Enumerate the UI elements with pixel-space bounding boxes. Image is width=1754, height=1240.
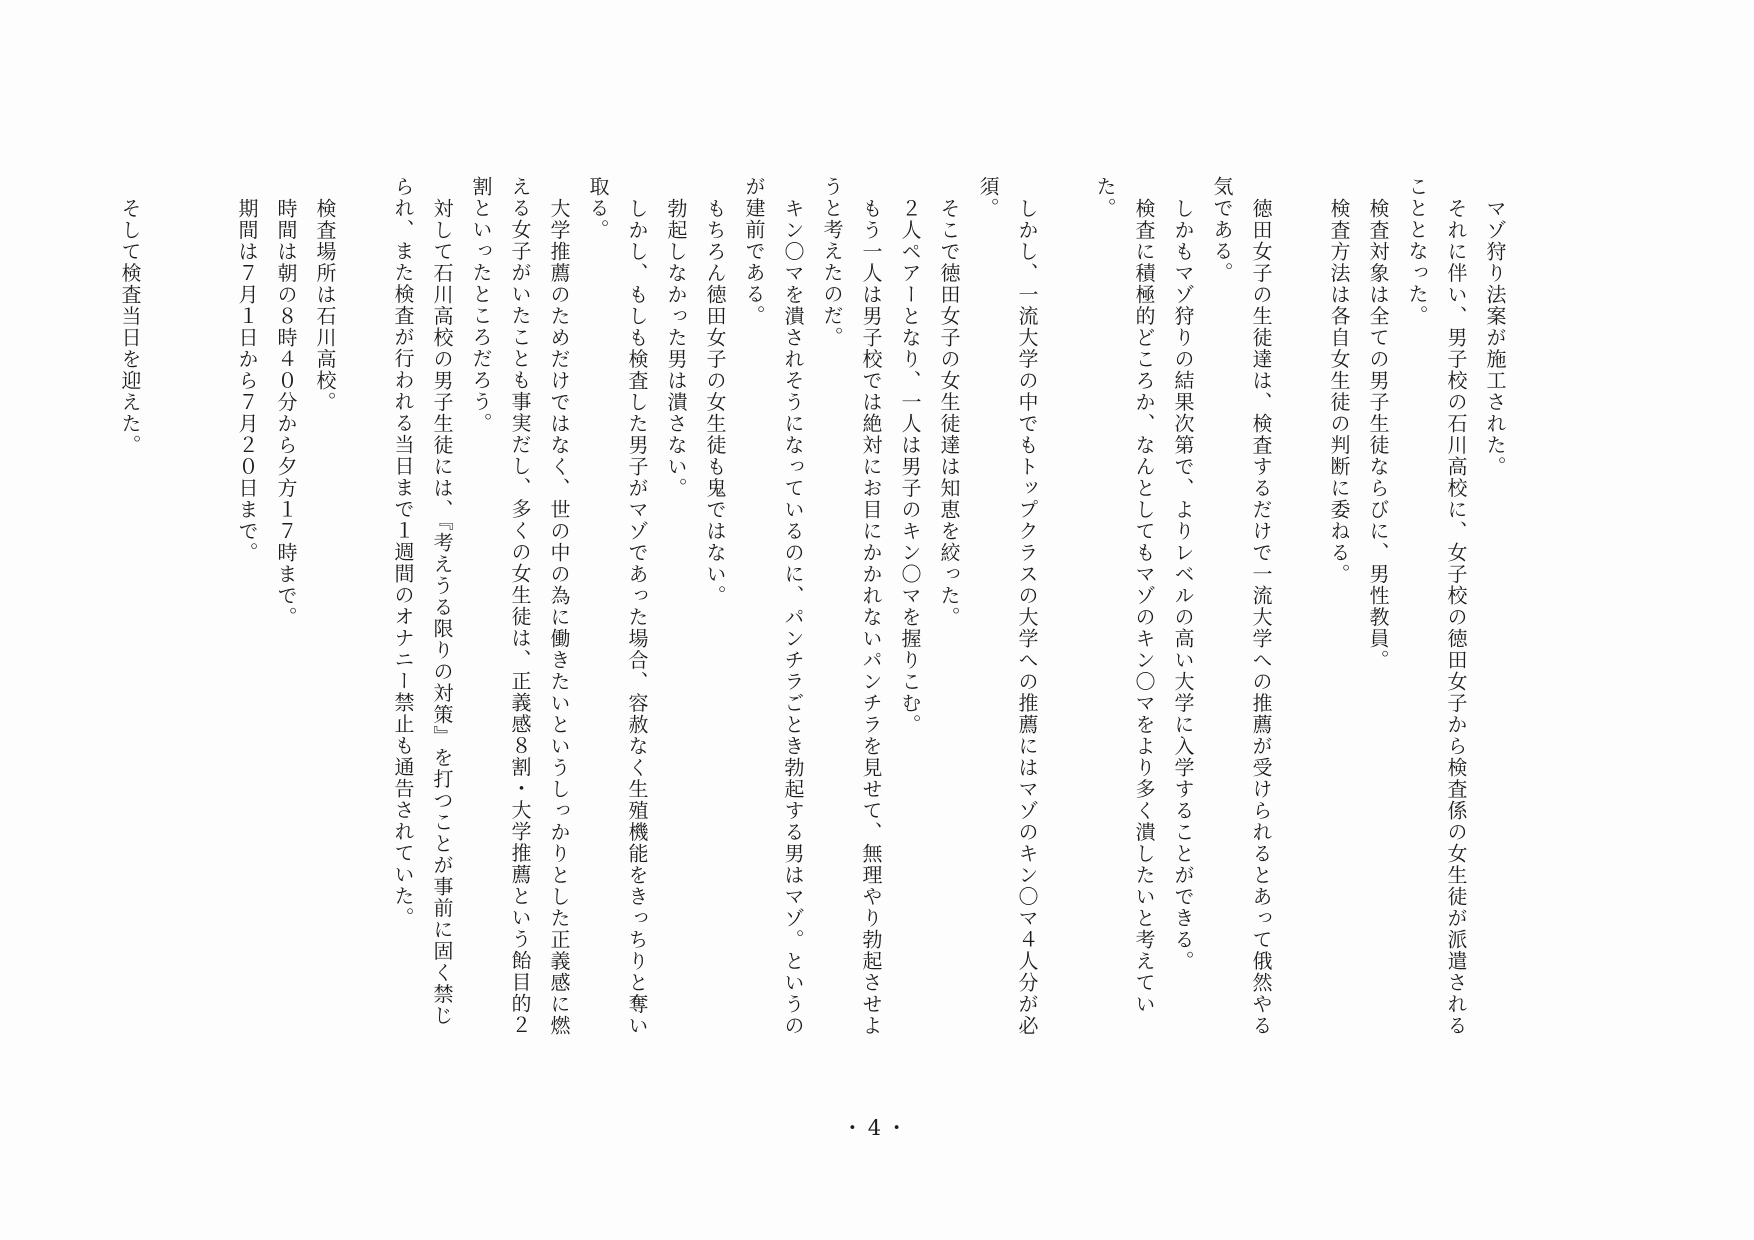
paragraph: 期間は７月１日から７月２０日まで。: [235, 198, 259, 564]
paragraph: 時間は朝の８時４０分から夕方１７時まで。: [274, 198, 298, 628]
paragraph: もちろん徳田女子の女生徒も鬼ではない。: [703, 198, 727, 607]
paragraph: 勃起しなかった男は潰さない。: [664, 198, 688, 499]
vertical-text-block: [110, 176, 1514, 1038]
paragraph: しかし、もしも検査した男子がマゾであった場合、容赦なく生殖機能をきっちりと奪い取る。: [586, 176, 649, 1037]
paragraph: しかもマゾ狩りの結果次第で、よりレベルの高い大学に入学することができる。: [1171, 198, 1195, 972]
paragraph: もう一人は男子校では絶対にお目にかかれないパンチラを見せて、無理やり勃起させようと考えたのだ。: [820, 176, 883, 1037]
paragraph: マゾ狩り法案が施工された。: [1483, 198, 1507, 478]
paragraph: キン〇マを潰されそうになっているのに、パンチラごとき勃起する男はマゾ。というのが建前である。: [742, 176, 805, 1037]
paragraph: 検査対象は全ての男子生徒ならびに、男性教員。: [1366, 198, 1390, 671]
paragraph: 検査方法は各自女生徒の判断に委ねる。: [1327, 198, 1351, 585]
paragraph: 検査に積極的どころか、なんとしてもマゾのキン〇マをより多く潰したいと考えていた。: [1093, 176, 1156, 1015]
paragraph: 対して石川高校の男子生徒には、『考えうる限りの対策』を打つことが事前に固く禁じられ、また検査が行われる当日まで１週間のオナニー禁止も通告されていた。: [391, 176, 454, 1027]
page-number: ・4・: [841, 1116, 913, 1140]
paragraph: 検査場所は石川高校。: [313, 198, 337, 413]
paragraph: そこで徳田女子の女生徒達は知恵を絞った。: [937, 198, 961, 628]
paragraph: そして検査当日を迎えた。: [118, 198, 142, 456]
paragraph: 徳田女子の生徒達は、検査するだけで一流大学への推薦が受けられるとあって俄然やる気である。: [1210, 176, 1273, 1037]
paragraph: 大学推薦のためだけではなく、世の中の為に働きたいというしっかりとした正義感に燃える女子がいたことも事実だし、多くの女生徒は、正義感８割・大学推薦という飴目的２割といったところだろう。: [469, 176, 571, 1037]
paragraph: しかし、一流大学の中でもトップクラスの大学への推薦にはマゾのキン〇マ４人分が必須。: [976, 176, 1039, 1037]
paragraph: ２人ペアーとなり、一人は男子のキン〇マを握りこむ。: [898, 198, 922, 736]
paragraph: それに伴い、男子校の石川高校に、女子校の徳田女子から検査係の女生徒が派遣されることとなった。: [1405, 176, 1468, 1037]
